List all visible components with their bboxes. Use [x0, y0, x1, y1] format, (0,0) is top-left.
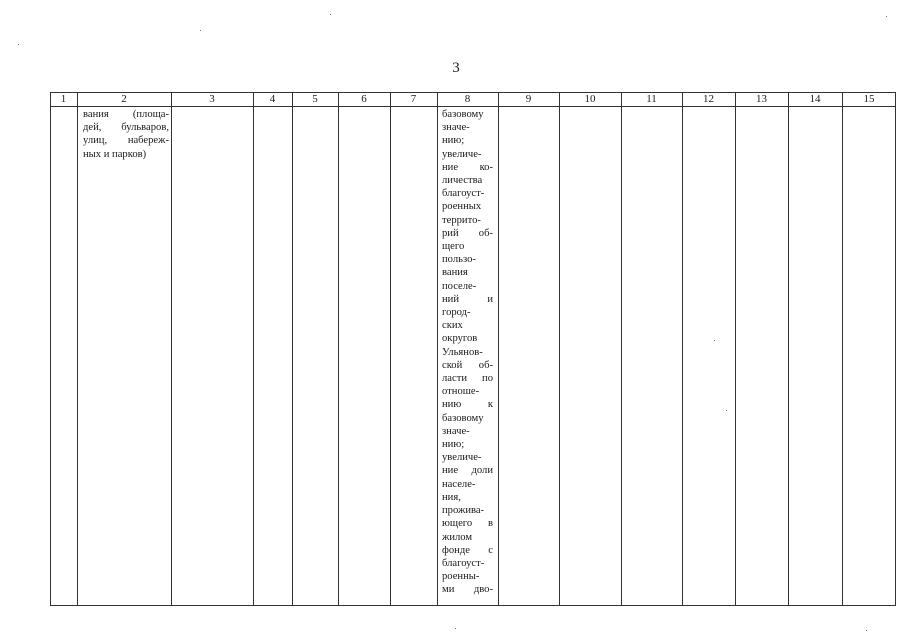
- scan-speck: [886, 16, 887, 17]
- column-header: 7: [410, 93, 417, 105]
- column-divider: [498, 92, 499, 606]
- text-line: нию;: [442, 439, 465, 451]
- column-header: 14: [809, 93, 821, 105]
- column-divider: [621, 92, 622, 606]
- column-divider: [292, 92, 293, 606]
- text-line: поселе-: [442, 280, 477, 292]
- scan-speck: [330, 14, 331, 15]
- column-divider: [735, 92, 736, 606]
- column-header: 4: [269, 93, 276, 105]
- text-line: увеличе-: [442, 452, 482, 464]
- text-line: благоуст-: [442, 188, 485, 200]
- text-line: базовому: [442, 109, 484, 120]
- column-header: 8: [464, 93, 471, 105]
- page-number: 3: [452, 60, 460, 76]
- text-line: благоуст-: [442, 557, 485, 569]
- text-line: ми дво-: [442, 584, 493, 596]
- text-line: нию;: [442, 135, 465, 147]
- scan-speck: [866, 630, 867, 631]
- text-line: личества: [442, 175, 483, 187]
- column-header: 10: [584, 93, 596, 105]
- text-line: увеличе-: [442, 148, 482, 160]
- text-line: значе-: [442, 122, 470, 134]
- column-header: 1: [60, 93, 67, 105]
- column-header: 9: [525, 93, 532, 105]
- cell-column-8: [442, 108, 493, 597]
- column-header: 2: [121, 93, 127, 105]
- text-line: прожива-: [442, 505, 485, 517]
- scan-speck: [200, 30, 201, 31]
- column-header: 3: [209, 93, 215, 105]
- column-divider: [682, 92, 683, 606]
- header-divider: [50, 106, 896, 107]
- text-line: ных и парков): [83, 148, 147, 160]
- column-header: 12: [703, 93, 714, 105]
- cell-column-2: [83, 108, 169, 161]
- text-line: ние доли: [442, 465, 493, 477]
- text-line: вания (площа-: [83, 109, 169, 120]
- column-divider: [559, 92, 560, 606]
- text-line: ющего в: [442, 518, 493, 530]
- text-line: щего: [442, 241, 465, 253]
- data-table: [50, 92, 896, 606]
- text-line: дей, бульваров,: [83, 122, 169, 134]
- scan-speck: [726, 410, 727, 411]
- text-line: улиц, набереж-: [83, 135, 169, 147]
- text-line: террито-: [442, 214, 481, 226]
- column-divider: [171, 92, 172, 606]
- text-line: жилом: [442, 531, 473, 543]
- column-divider: [842, 92, 843, 606]
- text-line: вания: [442, 267, 468, 279]
- column-divider: [437, 92, 438, 606]
- text-line: фонде с: [442, 544, 493, 556]
- text-line: базовому: [442, 412, 484, 424]
- text-line: ласти по: [442, 373, 493, 385]
- text-line: ских: [442, 320, 463, 332]
- column-divider: [253, 92, 254, 606]
- column-header: 5: [312, 93, 318, 105]
- text-line: значе-: [442, 425, 470, 437]
- text-line: отноше-: [442, 386, 480, 398]
- text-line: рий об-: [442, 227, 493, 239]
- text-line: ния,: [442, 491, 461, 503]
- text-line: Ульянов-: [442, 346, 483, 358]
- column-divider: [77, 92, 78, 606]
- text-line: ние ко-: [442, 161, 493, 173]
- text-line: роенны-: [442, 571, 480, 583]
- text-line: округов: [442, 333, 478, 345]
- column-header: 15: [863, 93, 875, 105]
- text-line: роенных: [442, 201, 482, 213]
- column-header: 11: [646, 93, 657, 105]
- text-line: населе-: [442, 478, 476, 490]
- scan-speck: [455, 628, 456, 629]
- column-header: 13: [756, 93, 767, 105]
- scan-speck: [18, 44, 19, 45]
- text-line: ской об-: [442, 359, 493, 371]
- column-divider: [338, 92, 339, 606]
- text-line: город-: [442, 307, 471, 319]
- column-divider: [390, 92, 391, 606]
- column-divider: [788, 92, 789, 606]
- scan-speck: [714, 340, 715, 341]
- column-header: 6: [361, 93, 367, 105]
- text-line: нию к: [442, 399, 493, 411]
- text-line: пользо-: [442, 254, 476, 266]
- text-line: ний и: [442, 293, 493, 305]
